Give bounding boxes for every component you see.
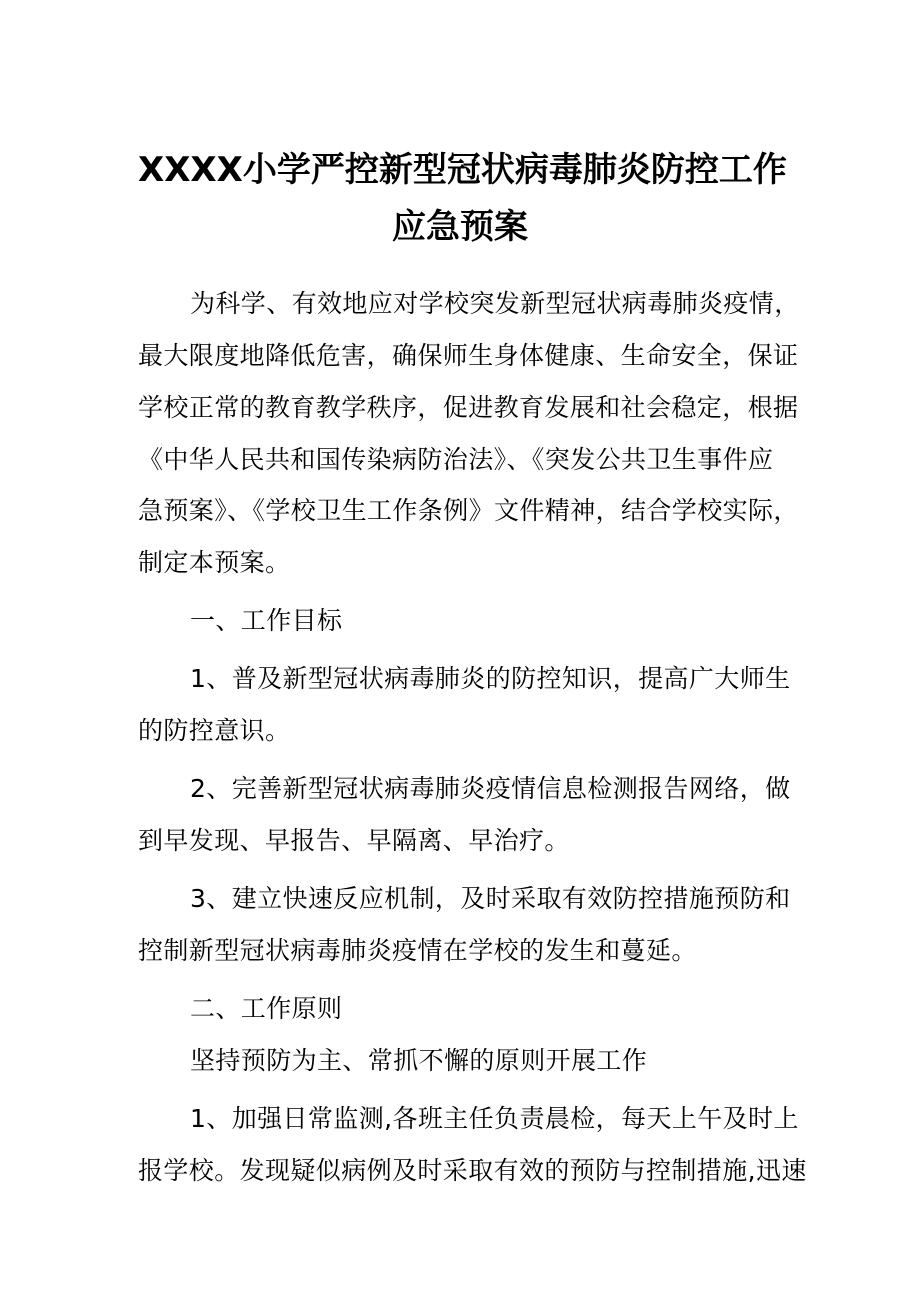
paragraph-line: 为科学、有效地应对学校突发新型冠状病毒肺炎疫情， (190, 289, 800, 318)
document-title-line-2: 应急预案 (392, 207, 528, 247)
paragraph-line: 《中华人民共和国传染病防治法》、《突发公共卫生事件应 (138, 445, 774, 474)
paragraph-line: 学校正常的教育教学秩序，促进教育发展和社会稳定，根据 (138, 393, 799, 422)
document-title-line-1: XXXX小学严控新型冠状病毒肺炎防控工作 (138, 150, 787, 190)
principle-statement: 坚持预防为主、常抓不懈的原则开展工作 (190, 1046, 648, 1075)
paragraph-line: 制定本预案。 (138, 548, 291, 577)
paragraph-line: 3、建立快速反应机制，及时采取有效防控措施预防和 (190, 884, 791, 913)
paragraph-line: 1、普及新型冠状病毒肺炎的防控知识，提高广大师生 (190, 664, 791, 693)
paragraph-line: 急预案》、《学校卫生工作条例》文件精神，结合学校实际， (138, 496, 799, 525)
paragraph-line: 最大限度地降低危害，确保师生身体健康、生命安全，保证 (138, 341, 799, 370)
paragraph-line: 的防控意识。 (138, 716, 291, 745)
paragraph-line: 控制新型冠状病毒肺炎疫情在学校的发生和蔓延。 (138, 936, 697, 965)
paragraph-line: 2、完善新型冠状病毒肺炎疫情信息检测报告网络，做 (190, 774, 791, 803)
section-heading-work-principles: 二、工作原则 (190, 994, 343, 1023)
paragraph-line: 1、加强日常监测,各班主任负责晨检，每天上午及时上 (190, 1104, 799, 1133)
section-heading-work-goals: 一、工作目标 (190, 606, 343, 635)
paragraph-line: 到早发现、早报告、早隔离、早治疗。 (138, 826, 570, 855)
paragraph-line: 报学校。发现疑似病例及时采取有效的预防与控制措施,迅速 (138, 1156, 807, 1185)
